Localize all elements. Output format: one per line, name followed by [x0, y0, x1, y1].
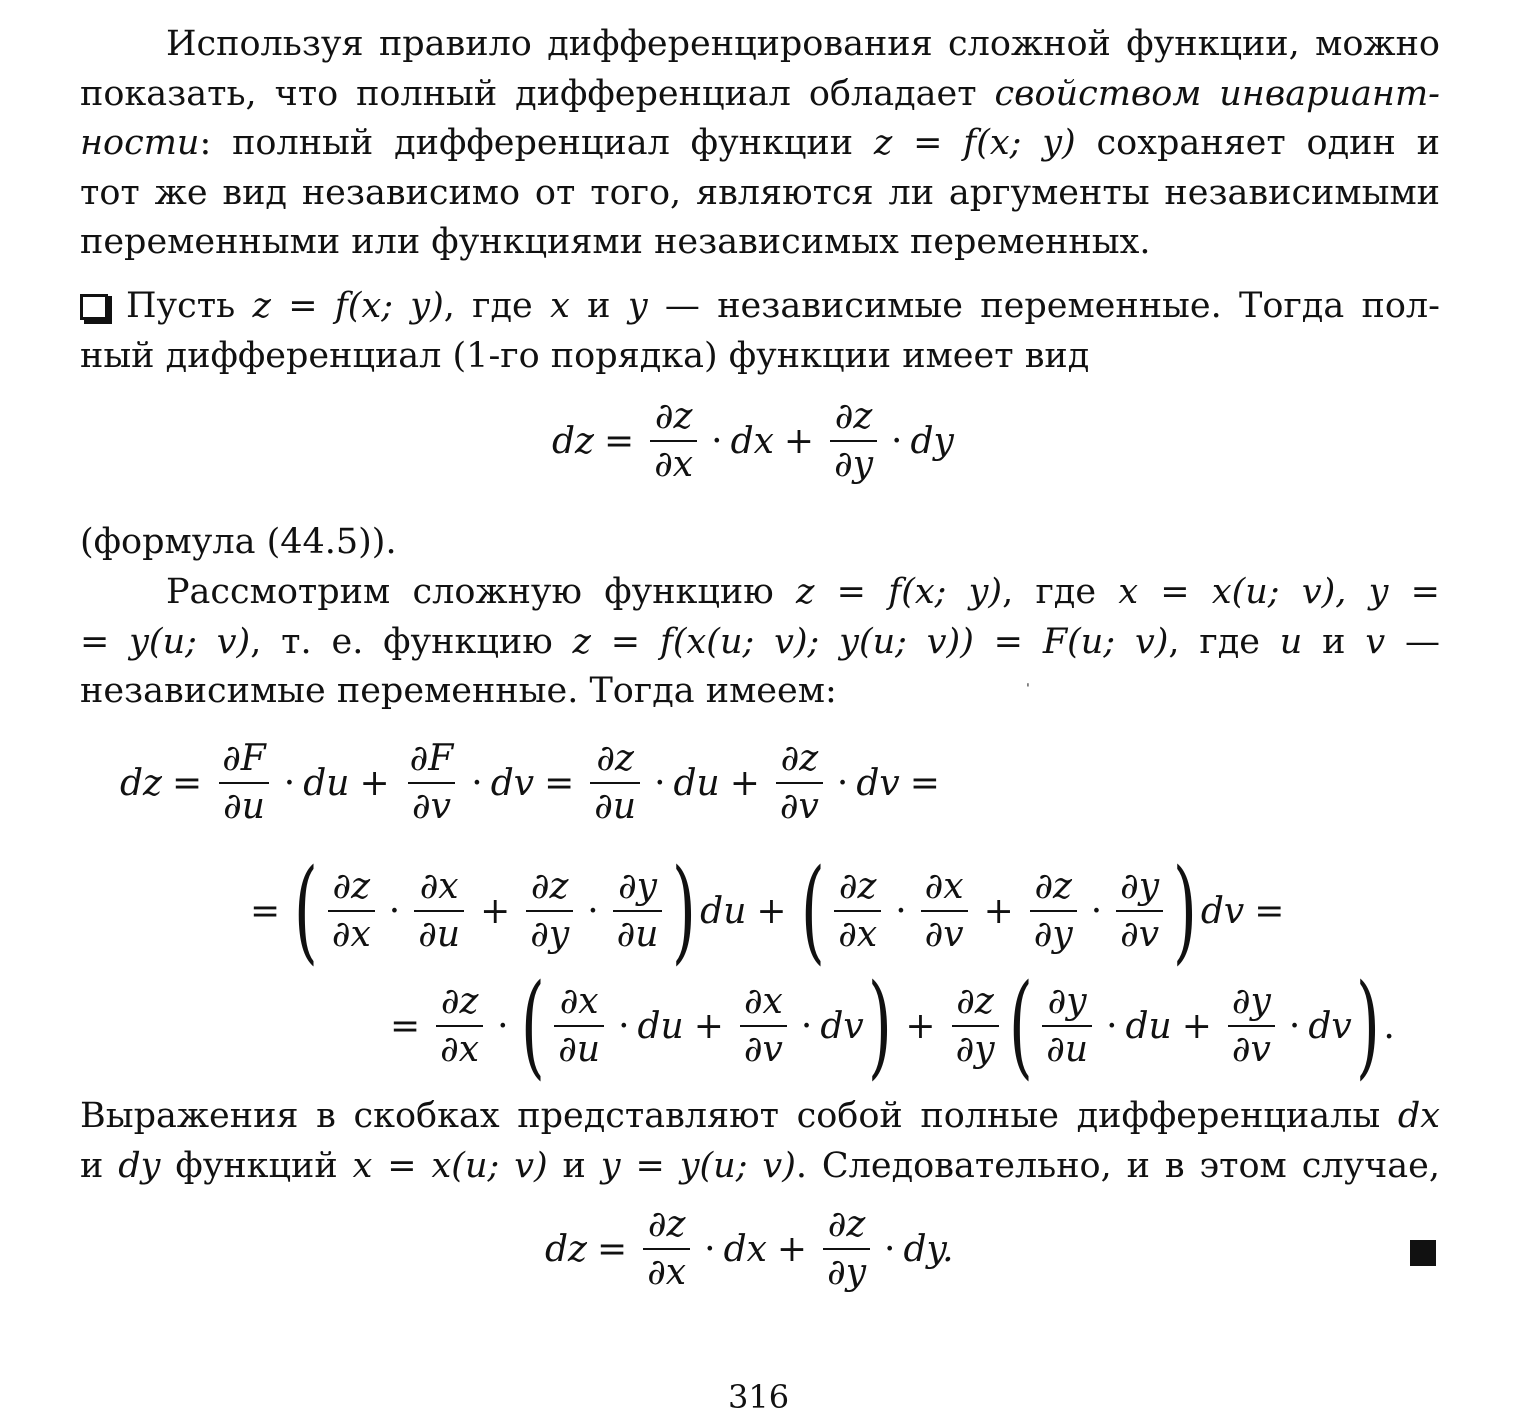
fraction: $\frac{\partial y}{\partial v}$ — [1116, 868, 1163, 954]
text-line: тот же вид независимо от того, являются ли аргументы независимыми — [80, 172, 1440, 213]
text-line: Используя правило дифференцирования сложной функции, можно — [166, 24, 1440, 64]
text-line: = y(u; v), т. е. функцию z = f(x(u; v); y(u; v)) = F(u; v), где u и v — — [80, 621, 1440, 662]
inline-math: y = y(u; v) — [600, 1145, 796, 1186]
text-line: ный дифференциал (1-го порядка) функции имеет вид — [80, 335, 1090, 376]
emphasis-term: свойством инвариант- — [994, 73, 1440, 114]
fraction: $\frac{\partial z}{\partial x}$ — [643, 1206, 690, 1292]
inline-math: z = f(x(u; v); y(u; v)) = F(u; v) — [572, 621, 1169, 662]
fraction: $\frac{\partial z}{\partial x}$ — [834, 868, 881, 954]
fraction: $\frac{\partial z}{\partial y}$ — [1030, 868, 1077, 954]
fraction: $\frac{\partial z}{\partial y}$ — [830, 398, 877, 484]
fraction: $\frac{\partial x}{\partial u}$ — [414, 868, 464, 954]
equation-row-2: = ( $\frac{\partial z}{\partial x}$ · $\frac{\partial x}{\partial u}$ + $\frac{\partial z}{\partial y}$ · $\frac{\partial y}{\partial u}$ ) du + ( $\frac{\partial z}{\partial x}$ · $\frac{\partial x}{\partial v}$ + $\frac{\partial z}{\partial y}$ · $\frac{\partial y}{\partial v}$ ) dv = — [250, 846, 1285, 976]
inline-math: x = x(u; v), y = — [1118, 572, 1441, 612]
page-number: 316 — [728, 1378, 790, 1416]
fraction: $\frac{\partial z}{\partial v}$ — [776, 740, 823, 826]
inline-math: z = f(x; y) — [873, 123, 1076, 164]
fraction: $\frac{\partial z}{\partial x}$ — [328, 868, 375, 954]
fraction: $\frac{\partial z}{\partial x}$ — [650, 398, 697, 484]
fraction: $\frac{\partial z}{\partial y}$ — [526, 868, 573, 954]
inline-math: z = f(x; y) — [252, 286, 444, 326]
text-line: ности: полный дифференциал функции z = f(x; y) сохраняет один и — [80, 123, 1440, 164]
fraction: $\frac{\partial F}{\partial v}$ — [409, 738, 454, 827]
inline-math: z = f(x; y) — [795, 572, 1003, 612]
fraction: $\frac{\partial y}{\partial u}$ — [1042, 983, 1092, 1069]
fraction: $\frac{\partial x}{\partial v}$ — [921, 868, 968, 954]
fraction: $\frac{\partial z}{\partial y}$ — [952, 983, 999, 1069]
equation-total-differential: dz = $\frac{\partial z}{\partial x}$ · dx + $\frac{\partial z}{\partial y}$ · dy — [552, 396, 954, 485]
paragraph-composite-function — [80, 568, 1440, 717]
equation-row-3: = $\frac{\partial z}{\partial x}$ · ( $\frac{\partial x}{\partial u}$ · du + $\frac{\partial x}{\partial v}$ · dv ) + $\frac{\partial z}{\partial y}$ ( $\frac{\partial y}{\partial u}$ · du + $\frac{\partial y}{\partial v}$ · dv ) . — [390, 961, 1395, 1091]
text-line: и dy функций x = x(u; v) и y = y(u; v). Следовательно, и в этом случае, — [80, 1145, 1440, 1186]
paragraph-invariance — [80, 20, 1440, 268]
proof-start-icon — [80, 294, 108, 320]
print-artifact: ˈ — [1026, 682, 1030, 698]
equation-final: dz = $\frac{\partial z}{\partial x}$ · dx + $\frac{\partial z}{\partial y}$ · dy. — [545, 1204, 954, 1293]
fraction: $\frac{\partial x}{\partial v}$ — [740, 983, 787, 1069]
fraction: $\frac{\partial z}{\partial x}$ — [436, 983, 483, 1069]
text-line: Рассмотрим сложную функцию z = f(x; y), где x = x(u; v), y = — [166, 572, 1441, 612]
equation-row-1: dz = $\frac{\partial F}{\partial u}$ · du + $\frac{\partial F}{\partial v}$ · dv = $\frac{\partial z}{\partial u}$ · du + $\frac{\partial z}{\partial v}$ · dv = — [120, 738, 940, 827]
fraction: $\frac{\partial y}{\partial v}$ — [1228, 983, 1275, 1069]
text-line: Пусть z = f(x; y), где x и y — независимые переменные. Тогда пол- — [80, 282, 1440, 332]
paragraph-conclusion — [80, 1092, 1440, 1191]
text-line: независимые переменные. Тогда имеем: — [80, 671, 837, 712]
text-line: переменными или функциями независимых переменных. — [80, 222, 1151, 263]
formula-reference: (формула (44.5)). — [80, 522, 397, 562]
paragraph-proof-start — [80, 282, 1440, 381]
fraction: $\frac{\partial z}{\partial u}$ — [590, 740, 640, 826]
fraction: $\frac{\partial x}{\partial u}$ — [554, 983, 604, 1069]
text-line: Выражения в скобках представляют собой полные дифференциалы dx — [80, 1096, 1440, 1136]
text-line: показать, что полный дифференциал обладает свойством инвариант- — [80, 73, 1440, 114]
fraction: $\frac{\partial z}{\partial y}$ — [823, 1206, 870, 1292]
emphasis-term: ности — [80, 123, 200, 164]
inline-math: = y(u; v) — [80, 621, 251, 662]
fraction: $\frac{\partial F}{\partial u}$ — [218, 740, 270, 826]
inline-math: x = x(u; v) — [352, 1145, 548, 1186]
proof-end-icon — [1410, 1240, 1436, 1266]
fraction: $\frac{\partial y}{\partial u}$ — [613, 868, 663, 954]
